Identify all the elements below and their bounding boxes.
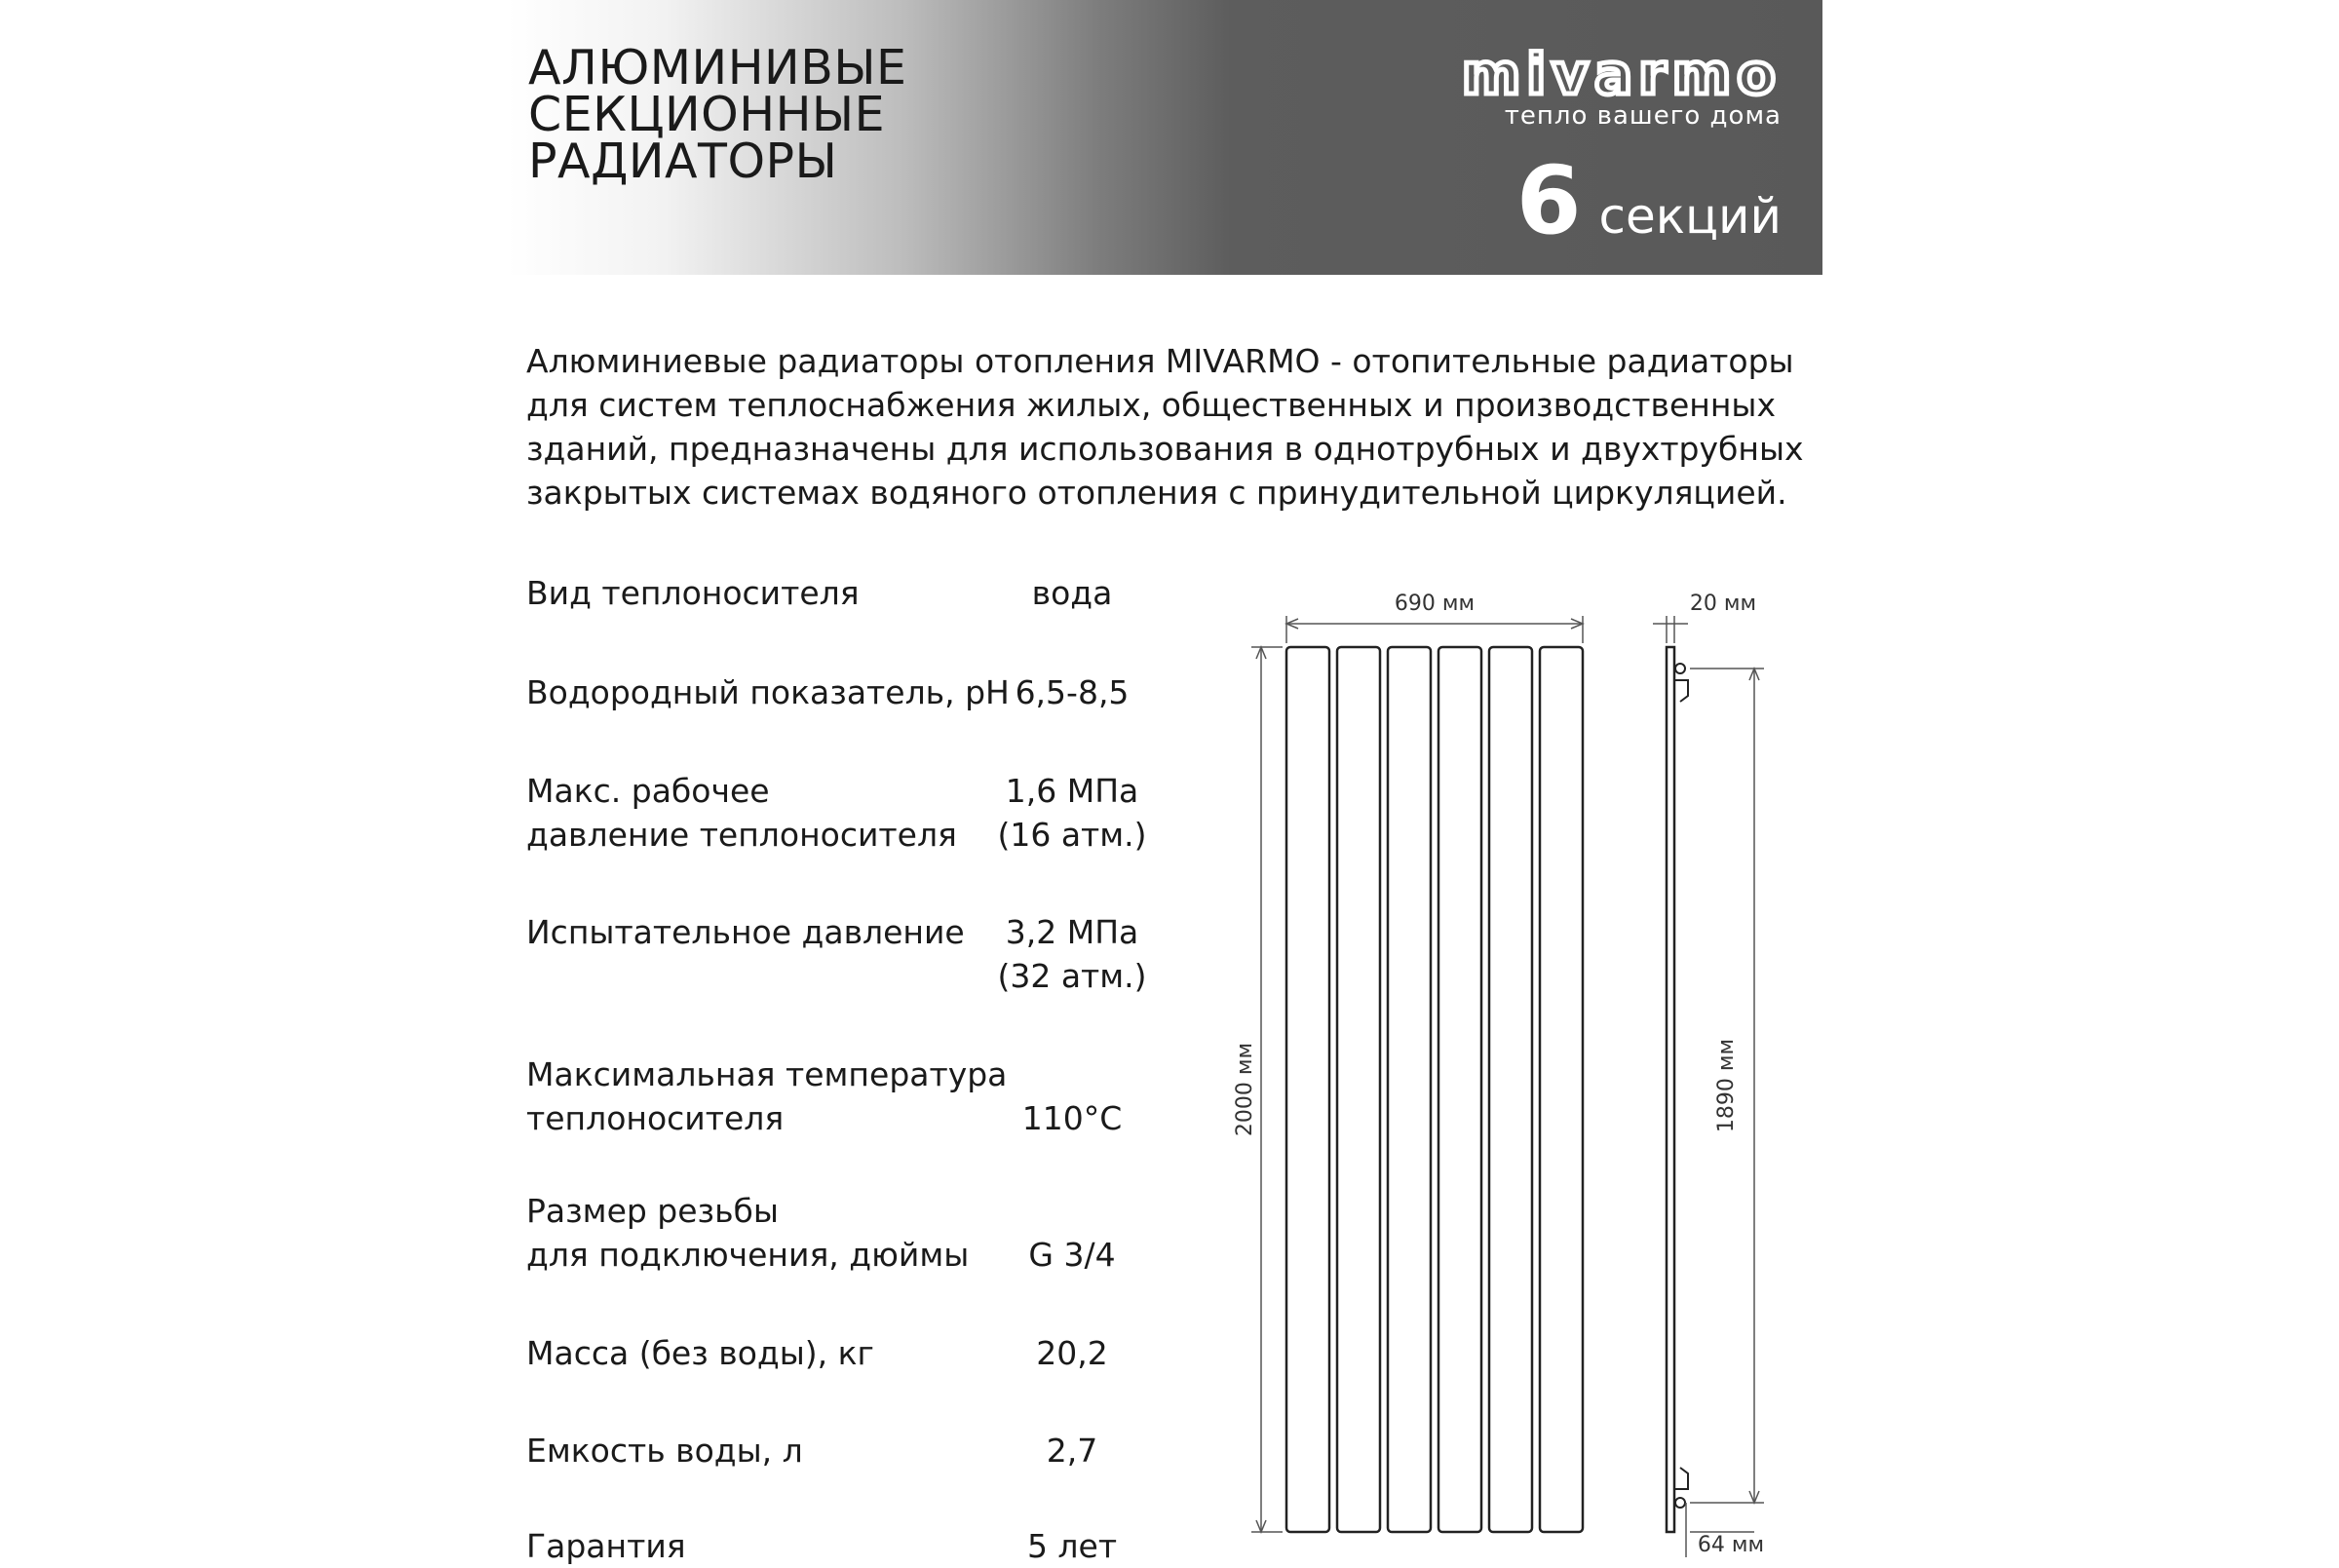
header-title-line-3: РАДИАТОРЫ bbox=[528, 134, 838, 189]
depth-dimension-label: 20 мм bbox=[1689, 592, 1757, 616]
spec-value: 5 лет bbox=[1026, 1527, 1118, 1565]
header-title-line-1: АЛЮМИНИВЫЕ bbox=[528, 40, 907, 96]
spec-label: теплоносителя bbox=[526, 1099, 785, 1137]
spec-label: Макс. рабочее bbox=[526, 772, 770, 810]
radiator-section bbox=[1438, 647, 1481, 1532]
spec-label: давление теплоносителя bbox=[526, 816, 957, 854]
depth-dimension bbox=[1653, 616, 1688, 643]
sections-label: секций bbox=[1598, 188, 1782, 245]
description-line: зданий, предназначены для использования в однотрубных и двухтрубных bbox=[526, 430, 1804, 468]
header-banner bbox=[507, 0, 1822, 275]
spec-value: 2,7 bbox=[1046, 1432, 1098, 1470]
radiator-dimension-drawing bbox=[1228, 565, 1813, 1559]
radiator-section bbox=[1489, 647, 1532, 1532]
radiator-section bbox=[1286, 647, 1329, 1532]
brand-slogan: тепло вашего дома bbox=[1504, 101, 1782, 131]
radiator-section bbox=[1540, 647, 1583, 1532]
description-line: для систем теплоснабжения жилых, общественных и производственных bbox=[526, 386, 1777, 424]
spec-value: вода bbox=[1031, 574, 1113, 612]
spec-value: 1,6 МПа bbox=[1005, 772, 1139, 810]
wall-bracket-bottom bbox=[1674, 1468, 1688, 1508]
spec-value: (16 атм.) bbox=[997, 816, 1147, 854]
spec-value: (32 атм.) bbox=[997, 957, 1147, 995]
product-description bbox=[526, 339, 1832, 515]
spec-label: Испытательное давление bbox=[526, 913, 965, 951]
spec-label: Масса (без воды), кг bbox=[526, 1334, 874, 1372]
spec-value: 110°C bbox=[1021, 1099, 1123, 1137]
spec-value: G 3/4 bbox=[1028, 1236, 1116, 1274]
width-dimension bbox=[1286, 616, 1583, 643]
header-title-line-2: СЕКЦИОННЫЕ bbox=[528, 87, 886, 142]
spec-label: Максимальная температура bbox=[526, 1055, 1008, 1093]
sections-count-block bbox=[1516, 146, 1782, 255]
width-dimension-label: 690 мм bbox=[1394, 592, 1476, 616]
description-line: закрытых системах водяного отопления с принудительной циркуляцией. bbox=[526, 474, 1787, 512]
radiator-side-view bbox=[1667, 647, 1674, 1532]
spec-label: Гарантия bbox=[526, 1527, 686, 1565]
radiator-section bbox=[1388, 647, 1431, 1532]
spec-value: 20,2 bbox=[1036, 1334, 1108, 1372]
spec-label: Емкость воды, л bbox=[526, 1432, 803, 1470]
spec-value: 6,5-8,5 bbox=[1015, 673, 1130, 711]
wall-bracket-top bbox=[1674, 664, 1688, 702]
description-line: Алюминиевые радиаторы отопления MIVARMO - отопительные радиаторы bbox=[526, 342, 1794, 380]
sections-count: 6 bbox=[1515, 146, 1582, 255]
svg-text:mivarmo: mivarmo bbox=[1461, 49, 1782, 103]
height-dimension-label: 2000 мм bbox=[1233, 1042, 1257, 1137]
radiator-front-view bbox=[1286, 647, 1583, 1532]
spec-label: Размер резьбы bbox=[526, 1192, 779, 1230]
spec-label: Вид теплоносителя bbox=[526, 574, 860, 612]
spec-label: для подключения, дюймы bbox=[526, 1236, 970, 1274]
spec-value: 3,2 МПа bbox=[1005, 913, 1139, 951]
radiator-section bbox=[1337, 647, 1380, 1532]
mount-distance-label: 1890 мм bbox=[1714, 1038, 1739, 1133]
spec-value bbox=[975, 1052, 1170, 1096]
spec-label: Водородный показатель, pH bbox=[526, 673, 1010, 711]
spec-value bbox=[975, 1189, 1170, 1233]
bottom-offset-label: 64 мм bbox=[1697, 1533, 1765, 1557]
header-title bbox=[528, 40, 907, 189]
mivarmo-logo bbox=[1314, 49, 1782, 103]
